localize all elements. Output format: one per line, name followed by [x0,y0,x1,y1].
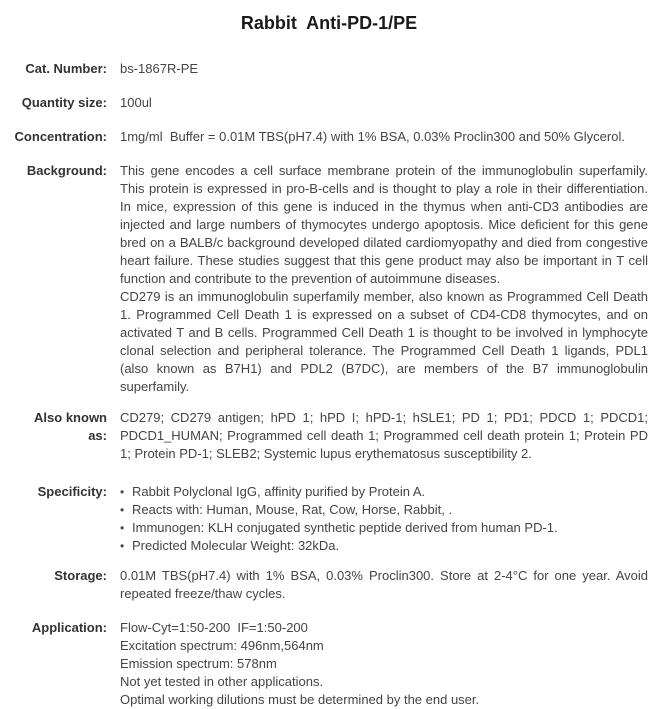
background-paragraph-2: CD279 is an immunoglobulin superfamily member, also known as Programmed Cell Death 1. Programmed Cell Death 1 is expressed on a subset of CD4-CD8 thymocytes, and on activated T and B cells. Programmed Cell Death 1 is thought to be involved in lymphocyte clonal selection and peripheral tolerance. The Programmed Cell Death 1 ligands, PDL1 (also known as B7H1) and PDL2 (B7DC), are members of the B7 immunoglobulin superfamily. [120,289,648,394]
application-line-excitation: Excitation spectrum: 496nm,564nm [120,638,324,653]
application-line-emission: Emission spectrum: 578nm [120,656,277,671]
bullet-text: Reacts with: Human, Mouse, Rat, Cow, Horse, Rabbit, . [132,502,453,517]
specificity-label [0,483,107,501]
bullet-text: Predicted Molecular Weight: 32kDa. [132,538,340,553]
bullet-icon [120,519,124,537]
label-text: Quantity size: [21,95,107,110]
bullet-icon [120,483,124,501]
label-text: Cat. Number: [25,61,107,76]
field-row-also-known-as [0,409,658,463]
bullet-text: Immunogen: KLH conjugated synthetic peptide derived from human PD-1. [132,520,558,535]
storage-value: 0.01M TBS(pH7.4) with 1% BSA, 0.03% Proclin300. Store at 2-4°C for one year. Avoid repeated freeze/thaw cycles. [120,568,648,601]
application-value [120,619,658,709]
bullet-icon [120,501,124,519]
cat-number-value: bs-1867R-PE [120,61,199,76]
concentration-label [0,128,107,146]
specificity-bullet-4 [120,537,648,555]
specificity-bullet-2 [120,501,648,519]
background-value [120,162,658,396]
cat-number-label [0,60,107,78]
field-row-cat-number [0,60,658,78]
field-row-storage [0,567,658,603]
quantity-size-value: 100ul [120,95,152,110]
field-row-application [0,619,658,709]
also-known-as-label [0,409,107,445]
label-text: Also known as: [34,410,107,443]
specificity-bullet-3 [120,519,648,537]
label-text: Application: [31,620,107,635]
field-row-specificity [0,483,658,555]
specificity-value [120,483,658,555]
specificity-bullet-1 [120,483,648,501]
label-text: Storage: [54,568,107,583]
quantity-size-label [0,94,107,112]
background-paragraph-1: This gene encodes a cell surface membrane protein of the immunoglobulin superfamily. This protein is expressed in pro-B-cells and is thought to play a role in their differentiation. In mice, expression of this gene is induced in the thymus when anti-CD3 antibodies are injected and large numbers of thymocytes undergo apoptosis. Mice deficient for this gene bred on a BALB/c background developed dilated cardiomyopathy and died from congestive heart failure. These studies suggest that this gene product may also be important in T cell function and contribute to the prevention of autoimmune diseases. [120,163,648,286]
application-label [0,619,107,637]
application-line-dilutions: Flow-Cyt=1:50-200 IF=1:50-200 [120,620,308,635]
field-row-concentration [0,128,658,146]
storage-label [0,567,107,585]
application-line-optimal: Optimal working dilutions must be determined by the end user. [120,692,480,707]
background-label [0,162,107,180]
concentration-value: 1mg/ml Buffer = 0.01M TBS(pH7.4) with 1% BSA, 0.03% Proclin300 and 50% Glycerol. [120,129,625,144]
bullet-text: Rabbit Polyclonal IgG, affinity purified by Protein A. [132,484,426,499]
label-text: Concentration: [14,129,107,144]
also-known-as-value: CD279; CD279 antigen; hPD 1; hPD I; hPD-1; hSLE1; PD 1; PD1; PDCD 1; PDCD1; PDCD1_HUMAN; Programmed cell death 1; Programmed cell death protein 1; Protein PD 1; Protein PD-1; SLEB2; Systemic lupus erythematosus susceptibility 2. [120,410,648,461]
label-text: Background: [26,163,107,178]
field-row-background [0,162,658,396]
label-text: Specificity: [37,484,107,499]
application-line-not-tested: Not yet tested in other applications. [120,674,324,689]
document-title: Rabbit Anti-PD-1/PE [240,13,418,33]
field-row-quantity-size [0,94,658,112]
bullet-icon [120,537,124,555]
